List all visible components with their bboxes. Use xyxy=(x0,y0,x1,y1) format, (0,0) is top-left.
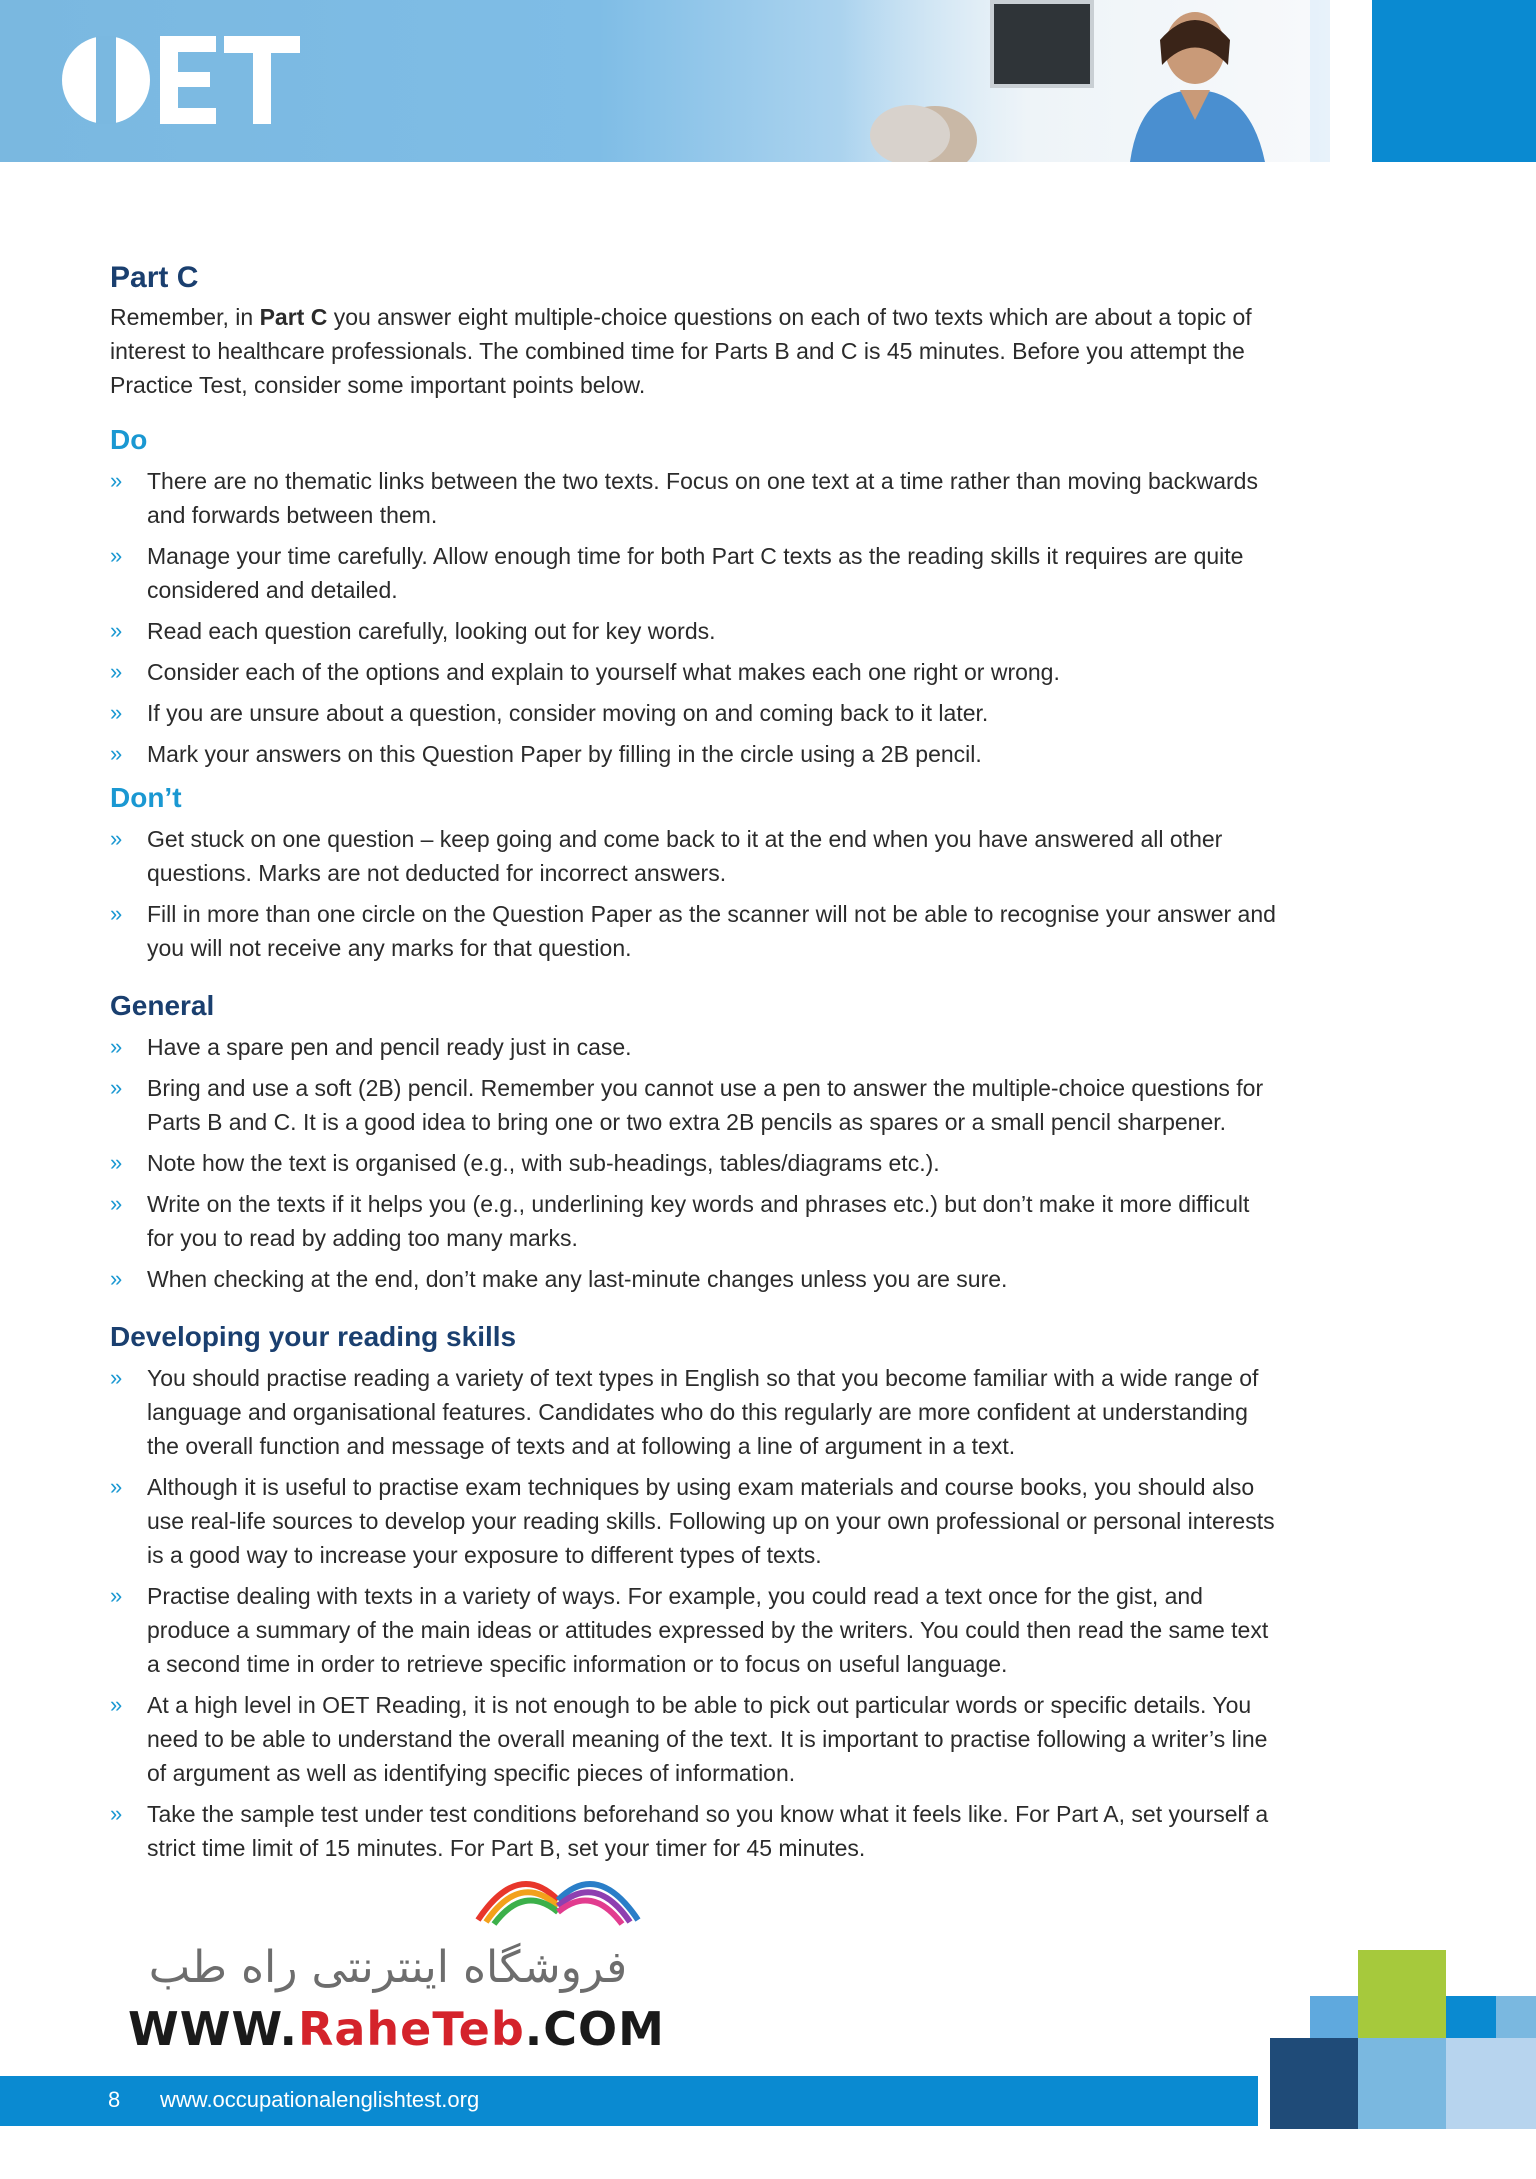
page-header xyxy=(0,0,1536,162)
raheteb-watermark xyxy=(128,1850,665,2056)
bullet-icon: » xyxy=(110,741,123,766)
general-heading: General xyxy=(110,990,215,1021)
main-content xyxy=(110,258,1280,1872)
dont-list xyxy=(110,822,1280,965)
part-c-heading: Part C xyxy=(110,261,199,294)
dont-heading: Don’t xyxy=(110,782,182,813)
bullet-icon: » xyxy=(110,1266,123,1291)
header-photo xyxy=(840,0,1310,162)
list-item: » Bring and use a soft (2B) pencil. Remember you cannot use a pen to answer the multiple-choice questions for Parts B and C. It is a good idea to bring one or two extra 2B pencils as spares or a small pencil sharpener. xyxy=(110,1071,1280,1139)
bullet-icon: » xyxy=(110,1075,123,1100)
nurse-illustration xyxy=(1100,10,1290,162)
bullet-icon: » xyxy=(110,700,123,725)
bullet-icon: » xyxy=(110,1365,123,1390)
bullet-icon: » xyxy=(110,901,123,926)
bullet-icon: » xyxy=(110,659,123,684)
list-item: » Fill in more than one circle on the Question Paper as the scanner will not be able to recognise your answer and you will not receive any marks for that question. xyxy=(110,897,1280,965)
list-item: » Get stuck on one question – keep going and come back to it at the end when you have answered all other questions. Marks are not deducted for incorrect answers. xyxy=(110,822,1280,890)
bullet-icon: » xyxy=(110,468,123,493)
list-item: » Read each question carefully, looking out for key words. xyxy=(110,614,1280,648)
list-item: » Note how the text is organised (e.g., with sub-headings, tables/diagrams etc.). xyxy=(110,1146,1280,1180)
bullet-icon: » xyxy=(110,543,123,568)
header-accent-square xyxy=(1372,0,1536,162)
list-item: » Consider each of the options and explain to yourself what makes each one right or wrong. xyxy=(110,655,1280,689)
list-item: » Mark your answers on this Question Paper by filling in the circle using a 2B pencil. xyxy=(110,737,1280,771)
bullet-icon: » xyxy=(110,1034,123,1059)
bullet-icon: » xyxy=(110,1692,123,1717)
bullet-icon: » xyxy=(110,1801,123,1826)
list-item: » Manage your time carefully. Allow enough time for both Part C texts as the reading skills it requires are quite considered and detailed. xyxy=(110,539,1280,607)
watermark-url: WWW.RaheTeb.COM xyxy=(128,2002,665,2056)
do-list xyxy=(110,464,1280,771)
list-item: » Have a spare pen and pencil ready just in case. xyxy=(110,1030,1280,1064)
page-number: 8 xyxy=(108,2087,121,2112)
footer-website-link[interactable]: www.occupationalenglishtest.org xyxy=(160,2087,480,2112)
book-rainbow-icon xyxy=(458,1850,658,1930)
monitor-illustration xyxy=(990,0,1094,88)
oet-logo xyxy=(60,34,300,126)
watermark-persian-text: فروشگاه اینترنتی راه طب xyxy=(148,1942,628,1993)
bullet-icon: » xyxy=(110,618,123,643)
bullet-icon: » xyxy=(110,1474,123,1499)
list-item: » There are no thematic links between the two texts. Focus on one text at a time rather than moving backwards and forwards between them. xyxy=(110,464,1280,532)
list-item: » Take the sample test under test conditions beforehand so you know what it feels like. For Part A, set yourself a strict time limit of 15 minutes. For Part B, set your timer for 45 minutes. xyxy=(110,1797,1280,1865)
list-item: » Practise dealing with texts in a variety of ways. For example, you could read a text once for the gist, and produce a summary of the main ideas or attitudes expressed by the writers. You could then read the same text a second time in order to retrieve specific information or to focus on useful language. xyxy=(110,1579,1280,1681)
bullet-icon: » xyxy=(110,1583,123,1608)
developing-list xyxy=(110,1361,1280,1865)
list-item: » Write on the texts if it helps you (e.g., underlining key words and phrases etc.) but don’t make it more difficult for you to read by adding too many marks. xyxy=(110,1187,1280,1255)
developing-heading: Developing your reading skills xyxy=(110,1321,517,1352)
decorative-tiles xyxy=(1270,1950,1536,2129)
bullet-icon: » xyxy=(110,1150,123,1175)
list-item: » At a high level in OET Reading, it is not enough to be able to pick out particular words or specific details. You need to be able to understand the overall meaning of the text. It is important to practise following a writer’s line of argument as well as identifying specific pieces of information. xyxy=(110,1688,1280,1790)
list-item: » Although it is useful to practise exam techniques by using exam materials and course books, you should also use real-life sources to develop your reading skills. Following up on your own professional or personal interests is a good way to increase your exposure to different types of texts. xyxy=(110,1470,1280,1572)
patient-illustration xyxy=(840,100,1000,162)
part-c-intro: Remember, in Part C you answer eight multiple-choice questions on each of two texts which are about a topic of interest to healthcare professionals. The combined time for Parts B and C is 45 minutes. Before you attempt the Practice Test, consider some important points below. xyxy=(110,304,1252,398)
list-item: » You should practise reading a variety of text types in English so that you become familiar with a wide range of language and organisational features. Candidates who do this regularly are more confident at understanding the overall function and message of texts and at following a line of argument in a text. xyxy=(110,1361,1280,1463)
bullet-icon: » xyxy=(110,1191,123,1216)
list-item: » When checking at the end, don’t make any last-minute changes unless you are sure. xyxy=(110,1262,1280,1296)
bullet-icon: » xyxy=(110,826,123,851)
general-list xyxy=(110,1030,1280,1296)
do-heading: Do xyxy=(110,424,148,455)
list-item: » If you are unsure about a question, consider moving on and coming back to it later. xyxy=(110,696,1280,730)
